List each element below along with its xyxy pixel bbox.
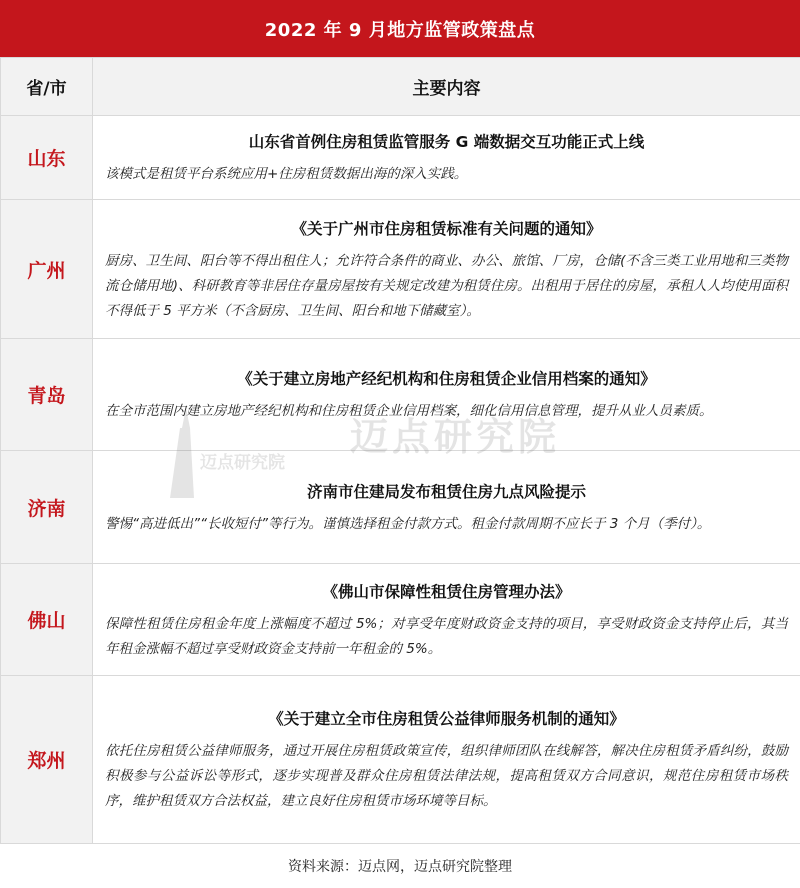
content-cell (93, 116, 800, 200)
content-cell (93, 339, 800, 451)
policy-heading: 济南市住建局发布租赁住房九点风险提示 (306, 482, 586, 501)
policy-heading: 《关于建立房地产经纪机构和住房租赁企业信用档案的通知》 (237, 370, 656, 388)
policy-description: 警惕“高进低出”“长收短付”等行为。谨慎选择租金付款方式。租金付款周期不应长于 3 个月（季付）。 (105, 515, 711, 532)
policy-heading: 《关于广州市住房租赁标准有关问题的通知》 (291, 219, 602, 238)
policy-description: 保障性租赁住房租金年度上涨幅度不超过 5%；对享受年度财政资金支持的项目，享受财政资金支持停止后，其当年租金涨幅不超过享受财政资金支持前一年租金的 5%。 (105, 615, 788, 657)
header-row (1, 58, 800, 116)
policy-description: 依托住房租赁公益律师服务，通过开展住房租赁政策宣传，组织律师团队在线解答，解决住房租赁矛盾纠纷，鼓励积极参与公益诉讼等形式，逐步实现普及群众住房租赁法律法规，提高租赁双方合同意识，规范住房租赁市场秩序，维护租赁双方合法权益，建立良好住房租赁市场环境等目标。 (105, 743, 788, 809)
province-cell: 山东 (1, 116, 93, 200)
table-row (1, 200, 800, 339)
source-note: 资料来源：迈点网，迈点研究院整理 (288, 859, 512, 875)
header-content: 主要内容 (93, 58, 800, 116)
province-cell: 济南 (1, 451, 93, 564)
table-row (1, 451, 800, 564)
content-cell (93, 451, 800, 564)
policy-description: 该模式是租赁平台系统应用+住房租赁数据出海的深入实践。 (105, 166, 468, 182)
province-cell: 青岛 (1, 339, 93, 451)
policy-heading: 山东省首例住房租赁监管服务 G 端数据交互功能正式上线 (248, 133, 645, 151)
policy-heading: 《关于建立全市住房租赁公益律师服务机制的通知》 (268, 710, 625, 728)
table-row (1, 676, 800, 844)
watermark-small-text: 迈点研究院 (200, 453, 285, 473)
table-row (1, 116, 800, 200)
province-cell: 佛山 (1, 564, 93, 676)
table-title: 2022 年 9 月地方监管政策盘点 (0, 0, 800, 57)
province-cell: 广州 (1, 200, 93, 339)
watermark-large-text: 迈点研究院 (350, 415, 561, 459)
table-row (1, 339, 800, 451)
policy-table (0, 57, 800, 844)
policy-description: 在全市范围内建立房地产经纪机构和住房租赁企业信用档案，细化信用信息管理，提升从业人员素质。 (105, 403, 713, 419)
table-row (1, 564, 800, 676)
policy-heading: 《佛山市保障性租赁住房管理办法》 (322, 582, 571, 601)
content-cell (93, 676, 800, 844)
province-cell: 郑州 (1, 676, 93, 844)
policy-description: 厨房、卫生间、阳台等不得出租住人；允许符合条件的商业、办公、旅馆、厂房，仓储(不含三类工业用地和三类物流仓储用地)、科研教育等非居住存量房屋按有关规定改建为租赁住房。出租用于居住的房屋，承租人人均使用面积不得低于 5 平方米（不含厨房、卫生间、阳台和地下储藏室）。 (105, 252, 788, 319)
header-province: 省/市 (1, 58, 93, 116)
content-cell (93, 200, 800, 339)
content-cell (93, 564, 800, 676)
